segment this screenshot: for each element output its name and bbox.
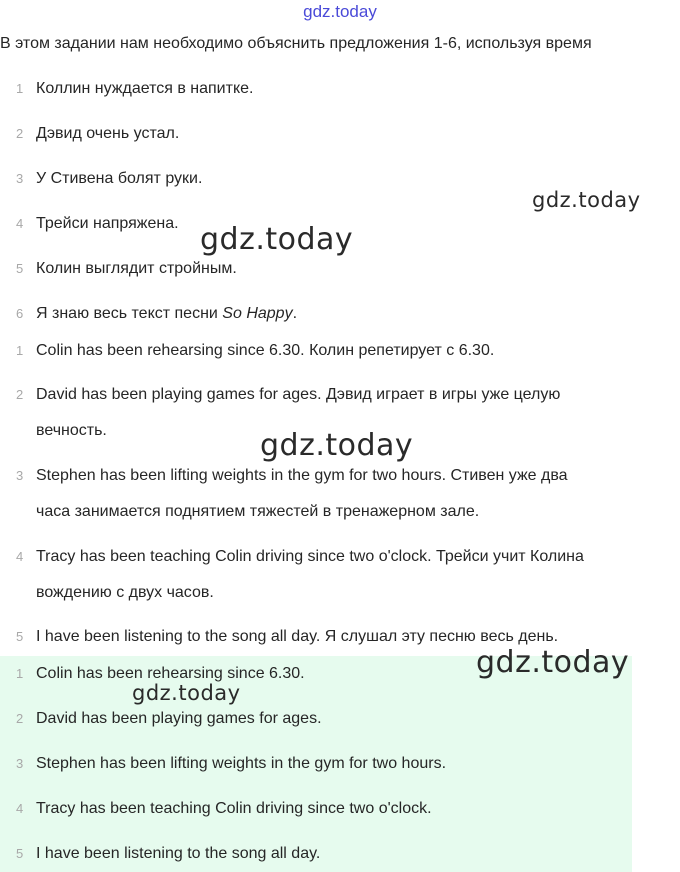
item-text-line1: Tracy has been teaching Colin driving since two o'clock. Трейси учит Колина bbox=[36, 548, 584, 565]
list-item bbox=[0, 333, 680, 369]
item-text: I have been listening to the song all day. bbox=[36, 845, 321, 862]
watermark: gdz.today bbox=[200, 222, 354, 257]
watermark: gdz.today bbox=[132, 681, 241, 705]
item-text-line2: часа занимается поднятием тяжестей в тренажерном зале. bbox=[36, 503, 480, 520]
item-text: Колин выглядит стройным. bbox=[36, 260, 237, 277]
item-number: 5 bbox=[16, 261, 24, 276]
item-text-line2: вечность. bbox=[36, 422, 107, 439]
item-number: 2 bbox=[16, 387, 24, 402]
watermark: gdz.today bbox=[532, 188, 641, 212]
answer-item bbox=[0, 701, 680, 737]
item-text: Трейси напряжена. bbox=[36, 215, 179, 232]
item-number: 1 bbox=[16, 666, 24, 681]
list-item bbox=[0, 539, 680, 611]
item-number: 2 bbox=[16, 711, 24, 726]
item-number: 5 bbox=[16, 846, 24, 861]
item-text: Colin has been rehearsing since 6.30. bbox=[36, 665, 305, 682]
item-text-line1: Colin has been rehearsing since 6.30. Колин репетирует с 6.30. bbox=[36, 342, 495, 359]
item-number: 1 bbox=[16, 343, 24, 358]
list-item bbox=[0, 71, 680, 107]
item-number: 3 bbox=[16, 756, 24, 771]
item-number: 6 bbox=[16, 306, 24, 321]
item-text-line2: вождению с двух часов. bbox=[36, 584, 214, 601]
watermark: gdz.today bbox=[260, 428, 414, 463]
watermark: gdz.today bbox=[476, 645, 630, 680]
item-text-before: Я знаю весь текст песни bbox=[36, 305, 223, 322]
item-number: 2 bbox=[16, 126, 24, 141]
item-number: 3 bbox=[16, 171, 24, 186]
item-text: Stephen has been lifting weights in the gym for two hours. bbox=[36, 755, 447, 772]
item-number: 5 bbox=[16, 629, 24, 644]
answer-item bbox=[0, 746, 680, 782]
item-text: Коллин нуждается в напитке. bbox=[36, 80, 254, 97]
intro-text: В этом задании нам необходимо объяснить предложения 1-6, используя время bbox=[0, 35, 592, 52]
item-text-after: . bbox=[292, 305, 298, 322]
item-number: 1 bbox=[16, 81, 24, 96]
item-number: 4 bbox=[16, 801, 24, 816]
answer-item bbox=[0, 791, 680, 827]
item-text-line1: Stephen has been lifting weights in the gym for two hours. Стивен уже два bbox=[36, 467, 568, 484]
header-watermark: gdz.today bbox=[303, 2, 377, 21]
item-number: 4 bbox=[16, 549, 24, 564]
item-text: У Стивена болят руки. bbox=[36, 170, 203, 187]
item-text: Дэвид очень устал. bbox=[36, 125, 180, 142]
list-item bbox=[0, 296, 680, 332]
item-text bbox=[36, 296, 672, 332]
answer-item bbox=[0, 836, 680, 872]
song-title: So Happy bbox=[222, 305, 293, 322]
item-text: Tracy has been teaching Colin driving since two o'clock. bbox=[36, 800, 432, 817]
item-number: 4 bbox=[16, 216, 24, 231]
item-number: 3 bbox=[16, 468, 24, 483]
item-text-line1: I have been listening to the song all day. Я слушал эту песню весь день. bbox=[36, 628, 559, 645]
list-item bbox=[0, 116, 680, 152]
list-item bbox=[0, 458, 680, 530]
item-text-line1: David has been playing games for ages. Дэвид играет в игры уже целую bbox=[36, 386, 561, 403]
item-text: David has been playing games for ages. bbox=[36, 710, 322, 727]
